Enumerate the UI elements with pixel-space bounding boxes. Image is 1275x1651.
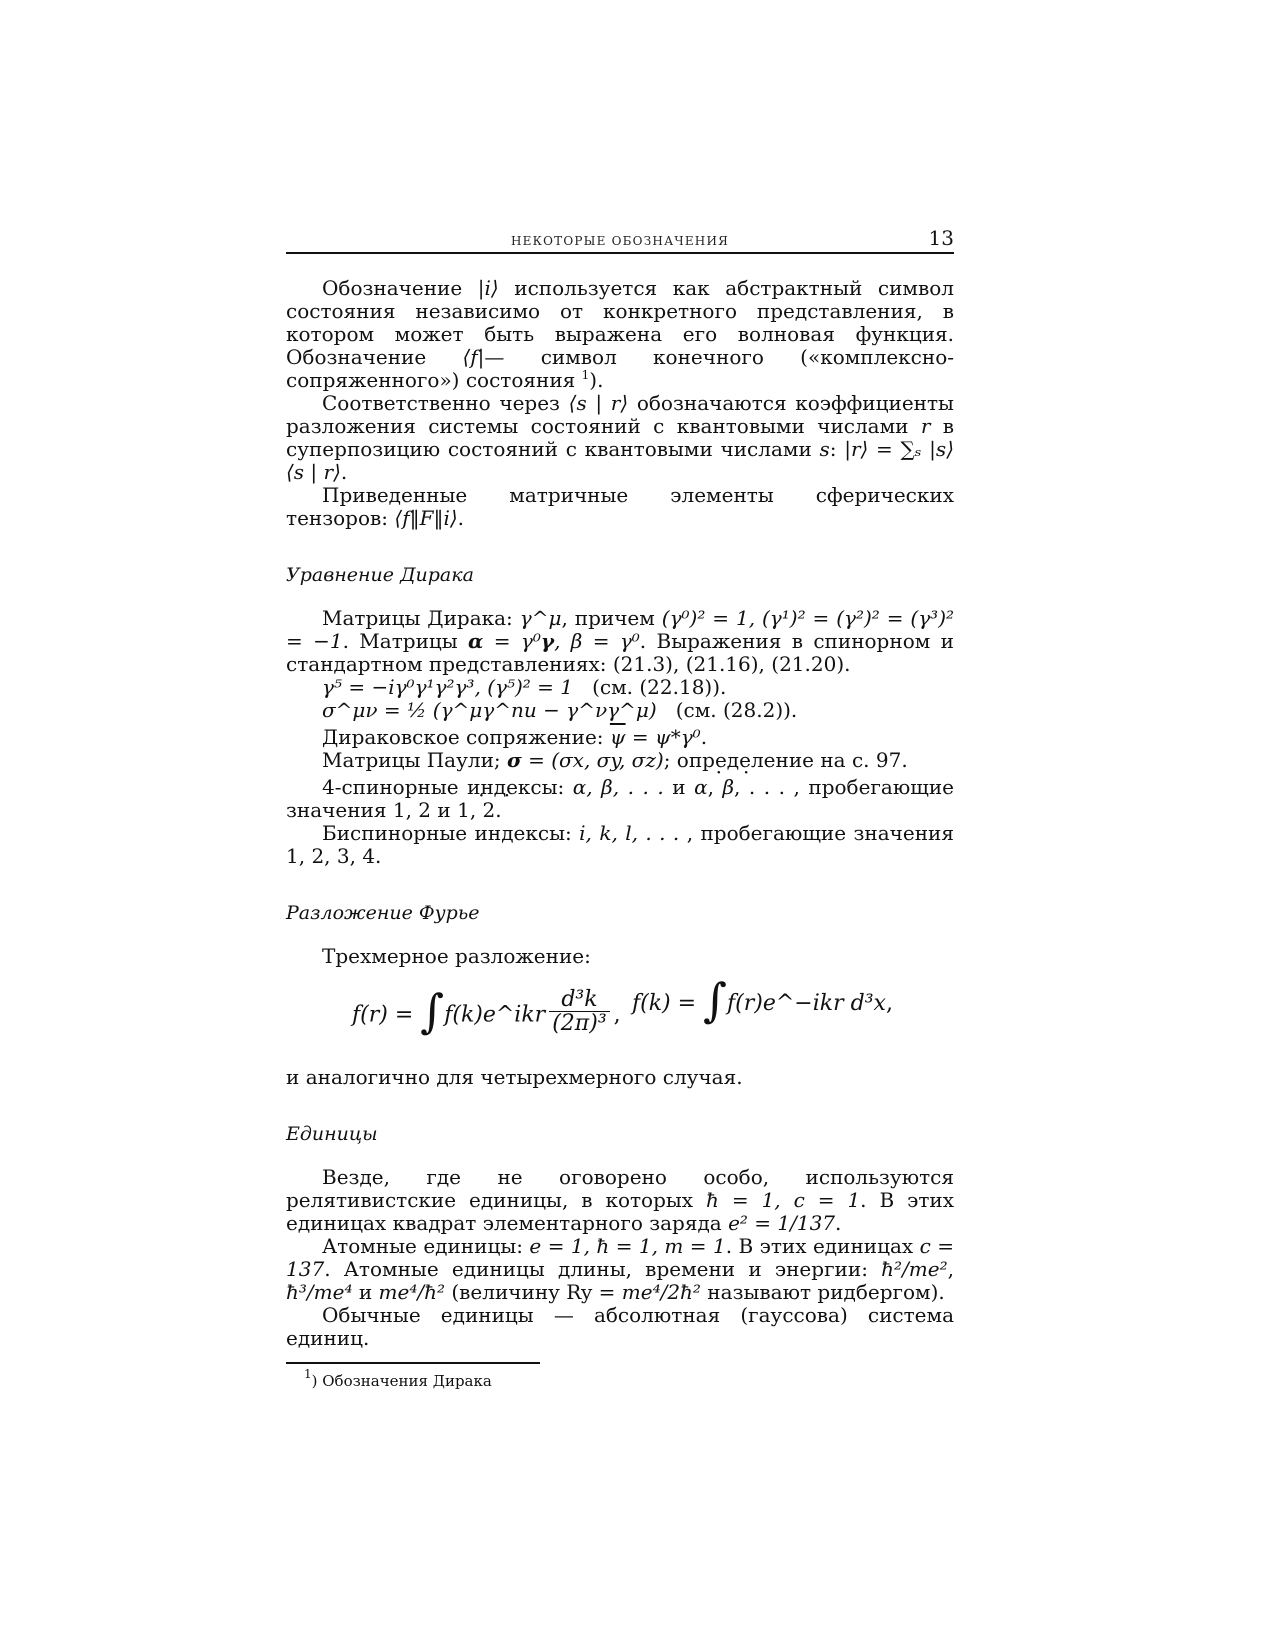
text: и — [352, 1280, 379, 1304]
fourier-forward — [352, 984, 621, 1039]
paragraph-gaussian-units: Обычные единицы — абсолютная (гауссова) система единиц. — [286, 1303, 954, 1350]
text: . — [495, 798, 502, 822]
pauli-matrices — [286, 749, 954, 772]
energy-unit: me⁴/ħ² — [378, 1280, 445, 1304]
text: Соответственно через — [322, 391, 569, 415]
text: . — [835, 1211, 842, 1235]
text: . В этих единицах квадрат элементарного заряда — [286, 1188, 954, 1235]
footnote-ref: 1 — [581, 368, 590, 382]
formula-gamma5 — [286, 676, 954, 699]
text: Атомные единицы: — [322, 1234, 530, 1258]
text: , — [885, 991, 893, 1016]
page-number: 13 — [928, 226, 954, 250]
fourier-inverse — [632, 972, 893, 1027]
paragraph-atomic-units — [286, 1235, 954, 1304]
symbol-s: s — [819, 437, 830, 461]
gamma-relations: (γ⁰)² = 1, (γ¹)² = (γ²)² = (γ³)² = −1 — [286, 606, 955, 653]
integral-sign-icon: ∫ — [420, 984, 445, 1038]
paragraph-expansion-coeffs — [286, 392, 954, 484]
text: Везде, где не оговорено особо, используются релятивистские единицы, в которых — [286, 1165, 954, 1212]
text: 4-спинорные индексы: — [322, 775, 573, 799]
time-unit: ħ³/me⁴ — [286, 1280, 353, 1304]
bispinor-indices: i, k, l, . . . — [579, 821, 680, 845]
text: , — [469, 798, 483, 822]
text: ; определение на с. 97. — [663, 748, 908, 772]
gamma-mu: γ^μ — [519, 606, 562, 630]
paragraph-ket-notation — [286, 277, 954, 392]
text: Матрицы Паули; — [322, 748, 507, 772]
length-unit: ħ²/me² — [881, 1257, 948, 1281]
text: используется как абстрактный символ состояния независимо от конкретного представления, в котором может быть выражена его волновая функция. Обозначение — [286, 276, 954, 369]
dotted-alpha: α · — [694, 775, 708, 799]
text: Дираковское сопряжение: — [322, 725, 610, 749]
psi-bar: $\overline{\psi}$ — [609, 725, 626, 749]
units-relation: e = 1, ħ = 1, m = 1 — [529, 1234, 726, 1258]
fraction — [549, 988, 609, 1035]
text: . Выражения в спинорном и стандартном представлениях: (21.3), (21.16), (21.20). — [286, 629, 954, 676]
text: = γ⁰ — [483, 629, 541, 653]
section-heading-dirac: Уравнение Дирака — [286, 564, 474, 586]
page-body — [286, 277, 954, 1393]
fourier-formulas — [286, 972, 954, 1054]
sigma-bold: σ — [507, 748, 522, 772]
text: в суперпозицию состояний с квантовыми числами — [286, 414, 954, 461]
braket-s-r: ⟨s | r⟩ — [568, 391, 629, 415]
text: , — [613, 1002, 621, 1028]
text: (величину Ry = — [444, 1280, 622, 1304]
text: , — [947, 1257, 954, 1281]
sigma-formula: σ^μν = ½ (γ^μγ^nu − γ^νγ^μ) — [322, 698, 657, 722]
text: называют ридбергом). — [700, 1280, 945, 1304]
text: , причем — [561, 606, 662, 630]
equation-ref: (см. (28.2)). — [675, 698, 798, 722]
text: и — [663, 775, 695, 799]
text: . — [457, 506, 465, 530]
paragraph-relativistic-units — [286, 1166, 954, 1235]
text: обозначаются коэффициенты разложения системы состояний с квантовыми числами — [286, 391, 954, 438]
formula-lhs: f(r) = — [352, 1002, 421, 1028]
dirac-conjugation — [286, 726, 954, 749]
charge-squared: e² = 1/137 — [728, 1211, 836, 1235]
paragraph-fourier-intro: Трехмерное разложение: — [322, 944, 591, 968]
fraction-numerator: d³k — [549, 988, 609, 1012]
paragraph-spinor-indices — [286, 776, 954, 822]
footnote-divider — [286, 1362, 540, 1364]
equation-ref: (см. (22.18)). — [592, 675, 727, 699]
beta-formula: , β = γ⁰ — [554, 629, 640, 653]
paragraph-bispinor-indices — [286, 822, 954, 868]
text: : — [829, 437, 845, 461]
gamma5-formula: γ⁵ = −iγ⁰γ¹γ²γ³, (γ⁵)² = 1 — [322, 675, 573, 699]
superposition-formula: |r⟩ = ∑ₛ |s⟩⟨s | r⟩ — [286, 437, 954, 484]
text: . В этих единицах — [725, 1234, 920, 1258]
reduced-matrix-element: ⟨f‖F‖i⟩ — [394, 506, 458, 530]
text: , . . . , пробегающие значения 1, 2 и — [286, 775, 954, 822]
text: Матрицы Дирака: — [322, 606, 520, 630]
fraction-denominator: (2π)³ — [552, 1011, 607, 1036]
conjugation-formula: = ψ*γ⁰ — [625, 725, 701, 749]
text: , — [707, 775, 723, 799]
text: . Атомные единицы длины, времени и энергии: — [324, 1257, 882, 1281]
undotted-indices: α, β, . . . — [572, 775, 664, 799]
text: , пробегающие значения 1, 2, 3, 4. — [286, 821, 955, 868]
dotted-beta: β · — [722, 775, 734, 799]
book-page — [286, 226, 954, 1393]
dotted-one: 1 · — [457, 798, 470, 822]
formula-integrand: f(k)e^ikr — [444, 1002, 546, 1028]
text: . — [700, 725, 708, 749]
ket-i: |i⟩ — [477, 276, 499, 300]
gamma-bold: γ — [540, 629, 555, 653]
speed-of-light: c = 137 — [286, 1234, 955, 1281]
section-heading-fourier: Разложение Фурье — [286, 902, 480, 924]
pauli-formula: = (σx, σy, σz) — [521, 748, 664, 772]
integral-sign-icon: ∫ — [703, 972, 728, 1027]
formula-lhs: f(k) = — [632, 991, 704, 1016]
text: . Матрицы — [342, 629, 469, 653]
bra-f: ⟨f| — [462, 345, 485, 369]
text: — символ конечного («комплексно-сопряженного») состояния — [286, 345, 954, 392]
symbol-r: r — [920, 414, 931, 438]
dotted-two: 2 · — [483, 798, 496, 822]
text: Биспинорные индексы: — [322, 821, 580, 845]
text: Приведенные матричные элементы сферических тензоров: — [286, 483, 954, 530]
formula-integrand: f(r)e^−ikr d³x — [727, 991, 886, 1016]
running-title: НЕКОТОРЫЕ ОБОЗНАЧЕНИЯ — [510, 234, 730, 248]
paragraph-dirac-matrices — [286, 607, 954, 676]
footnote-text: ) Обозначения Дирака — [311, 1372, 492, 1390]
formula-sigma — [286, 699, 954, 722]
units-relation: ħ = 1, c = 1 — [706, 1188, 861, 1212]
text: ). — [589, 368, 604, 392]
running-head — [286, 226, 954, 254]
text: Обозначение — [322, 276, 478, 300]
footnote — [286, 1367, 954, 1393]
alpha-bold: α — [468, 629, 484, 653]
section-heading-units: Единицы — [286, 1123, 378, 1145]
rydberg-formula: me⁴/2ħ² — [621, 1280, 701, 1304]
paragraph-reduced-elements — [286, 484, 954, 530]
footnote-mark: 1 — [304, 1367, 312, 1381]
text: . — [340, 460, 348, 484]
paragraph-fourier-outro: и аналогично для четырехмерного случая. — [286, 1065, 743, 1089]
